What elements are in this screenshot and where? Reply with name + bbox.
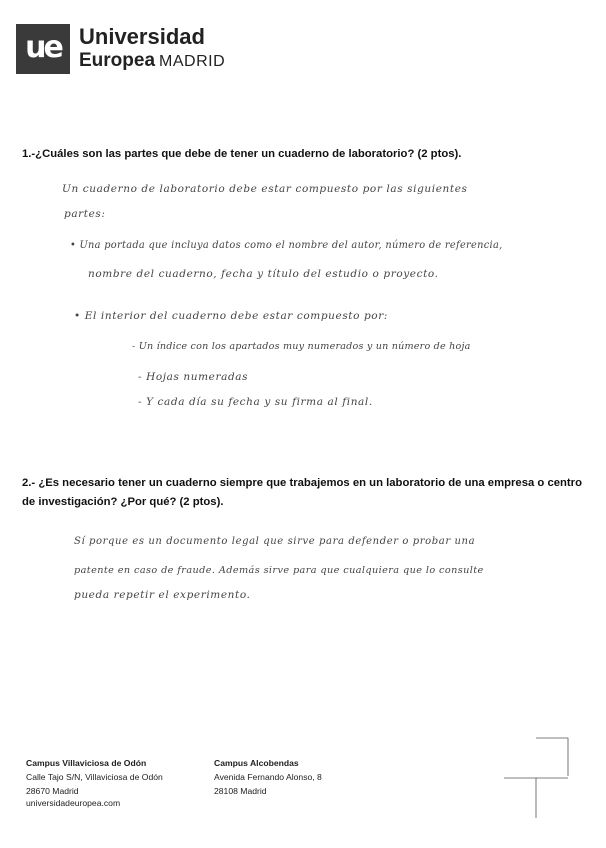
university-name-europea: Europea <box>79 50 156 71</box>
campus-alcobendas-title: Campus Alcobendas <box>214 758 299 768</box>
answer-2-line-1: Sí porque es un documento legal que sirve para defender o probar una <box>74 536 476 547</box>
answer-1-line-3: • Una portada que incluya datos como el nombre del autor, número de referencia, <box>70 240 503 251</box>
answer-2-line-2: patente en caso de fraude. Además sirve para que cualquiera que lo consulte <box>74 565 484 576</box>
footer-campus-villaviciosa <box>26 756 163 798</box>
answer-2-line-3: pueda repetir el experimento. <box>74 589 251 601</box>
campus-alcobendas-address: Avenida Fernando Alonso, 8 <box>214 772 322 782</box>
question-1: 1.-¿Cuáles son las partes que debe de tener un cuaderno de laboratorio? (2 ptos). <box>22 148 462 160</box>
footer-decorative-lines <box>500 736 572 820</box>
campus-alcobendas-city: 28108 Madrid <box>214 786 267 796</box>
logo-mark-text: ue <box>25 29 61 65</box>
answer-1-line-2: partes: <box>64 208 106 220</box>
campus-villaviciosa-city: 28670 Madrid <box>26 786 79 796</box>
university-logo-mark <box>16 24 70 74</box>
question-2: 2.- ¿Es necesario tener un cuaderno siempre que trabajemos en un laboratorio de una empresa o centro de investigación? ¿Por qué? (2 ptos). <box>22 477 582 508</box>
university-name-line2 <box>79 51 225 70</box>
answer-1-line-6: - Un índice con los apartados muy numerados y un número de hoja <box>132 341 471 352</box>
answer-1-line-1: Un cuaderno de laboratorio debe estar compuesto por las siguientes <box>62 183 468 195</box>
footer-website: universidadeuropea.com <box>26 798 121 808</box>
footer-campus-alcobendas <box>214 756 322 798</box>
campus-villaviciosa-address: Calle Tajo S/N, Villaviciosa de Odón <box>26 772 163 782</box>
answer-1-line-8: - Y cada día su fecha y su firma al final. <box>138 396 373 408</box>
campus-villaviciosa-title: Campus Villaviciosa de Odón <box>26 758 147 768</box>
answer-1-line-5: • El interior del cuaderno debe estar compuesto por: <box>74 310 388 322</box>
answer-1-line-7: - Hojas numeradas <box>138 371 249 383</box>
answer-1-line-4: nombre del cuaderno, fecha y título del estudio o proyecto. <box>88 268 439 280</box>
university-name <box>79 26 225 70</box>
university-name-line1: Universidad <box>79 24 205 49</box>
university-name-city: MADRID <box>159 53 226 70</box>
